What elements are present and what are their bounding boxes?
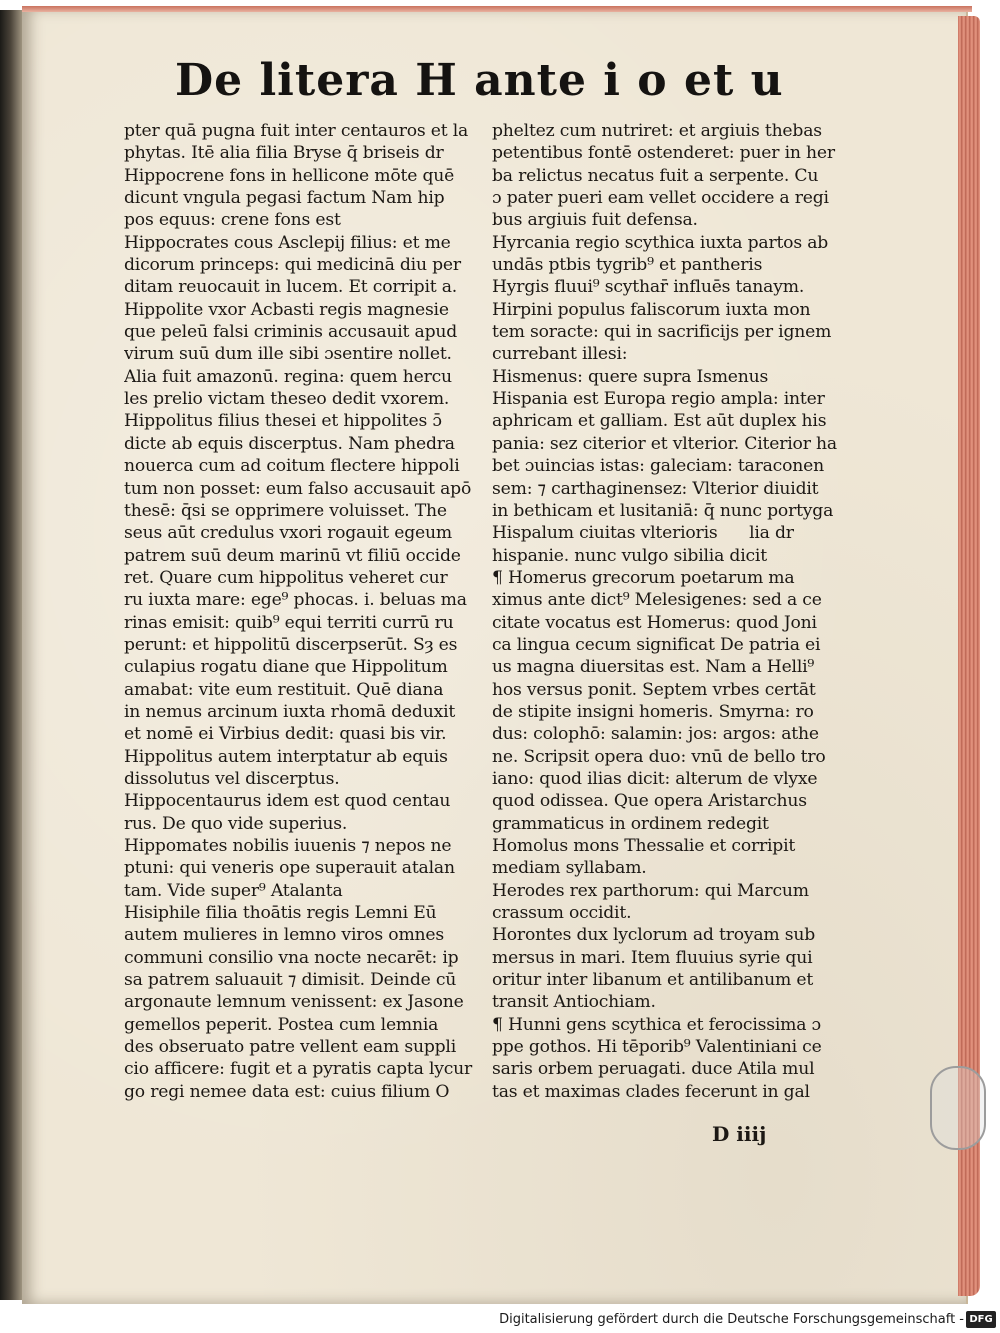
signature-mark: D iiij (712, 1122, 767, 1146)
text-line: culapius rogatu diane que Hippolitum (124, 657, 448, 678)
text-line: grammaticus in ordinem redegit (492, 813, 769, 834)
text-line: Homolus mons Thessalie et corripit (492, 836, 796, 856)
text-line: undās ptbis tygrib⁹ et pantheris (492, 255, 763, 276)
page-top-edge (22, 6, 972, 12)
text-line: bet ɔuincias istas: galeciam: taraconen (492, 456, 824, 477)
text-line: us magna diuersitas est. Nam a Helli⁹ (492, 657, 815, 678)
text-line: rinas emisit: quib⁹ equi territi currū ru (124, 612, 454, 633)
text-line: patrem suū deum marinū vt filiū occide (124, 545, 461, 566)
text-line: Hippocrene fons in hellicone mōte quē (124, 165, 455, 186)
text-line: in bethicam et lusitaniā: q̄ nunc portyga (492, 500, 834, 521)
text-line: autem mulieres in lemno viros omnes (124, 925, 444, 946)
text-line: virum suū dum ille sibi ɔsentire nollet. (124, 344, 452, 365)
text-line: rus. De quo vide superius. (124, 813, 348, 834)
text-line: crassum occidit. (492, 903, 632, 924)
left-text-column (124, 120, 479, 1103)
text-line: currebant illesi: (492, 344, 628, 365)
text-line: dicte ab equis discerptus. Nam phedra (124, 433, 455, 454)
text-line: tam. Vide super⁹ Atalanta (124, 880, 343, 901)
text-line: Alia fuit amazonū. regina: quem hercu (124, 366, 452, 387)
text-line: ¶ Hunni gens scythica et ferocissima ɔ (492, 1014, 821, 1035)
dfg-logo: DFG (966, 1311, 996, 1328)
text-line: ximus ante dict⁹ Melesigenes: sed a ce (492, 590, 822, 611)
text-line: Hippolitus filius thesei et hippolites ɔ̄ (124, 411, 442, 432)
text-line: Hisiphile filia thoātis regis Lemni Eū (124, 903, 437, 924)
text-line: Hippomates nobilis iuuenis ⁊ nepos ne (124, 836, 452, 856)
text-line: de stipite insigni homeris. Smyrna: ro (492, 701, 814, 722)
text-line: sem: ⁊ carthaginensez: Vlterior diuidit (492, 478, 819, 499)
running-title-text: De litera H ante i o et u (175, 55, 784, 106)
text-line: argonaute lemnum venissent: ex Jasone (124, 992, 464, 1013)
text-line: dissolutus vel discerptus. (124, 768, 340, 789)
text-line: Hirpini populus faliscorum iuxta mon (492, 299, 811, 320)
text-line: sa patrem saluauit ⁊ dimisit. Deinde cū (124, 970, 457, 991)
text-line: Hispania est Europa regio ampla: inter (492, 389, 825, 410)
text-line: gemellos peperit. Postea cum lemnia (124, 1014, 439, 1035)
page-clip (930, 1066, 986, 1150)
text-line: tem soracte: qui in sacrificijs per ignem (492, 322, 832, 343)
text-line: des obseruato patre vellent eam suppli (124, 1037, 457, 1058)
text-line: ca lingua cecum significat De patria ei (492, 634, 821, 655)
text-line: ne. Scripsit opera duo: vnū de bello tro (492, 746, 826, 767)
text-line: perunt: et hippolitū discerpserūt. Sȝ es (124, 634, 458, 655)
text-line: pter quā pugna fuit inter centauros et la (124, 121, 469, 141)
text-line: Herodes rex parthorum: qui Marcum (492, 880, 809, 901)
text-line: tas et maximas clades fecerunt in gal (492, 1081, 810, 1102)
text-line: mediam syllabam. (492, 858, 647, 879)
text-line: iano: quod ilias dicit: alterum de vlyxe (492, 768, 818, 789)
text-line: ditam reuocauit in lucem. Et corripit a. (124, 277, 458, 298)
footer-credit: Digitalisierung gefördert durch die Deutsche Forschungsgemeinschaft - (499, 1312, 964, 1327)
text-line: quod odissea. Que opera Aristarchus (492, 791, 807, 812)
text-line: Hyrcania regio scythica iuxta partos ab (492, 232, 829, 253)
text-line: Hyrgis fluui⁹ scythar̄ influēs tanaym. (492, 277, 805, 298)
text-line: dus: colophō: salamin: jos: argos: athe (492, 724, 819, 745)
text-line: thesē: q̄si se opprimere voluisset. The (124, 500, 447, 521)
text-line: in nemus arcinum iuxta rhomā deduxit (124, 701, 456, 722)
text-line: pheltez cum nutriret: et argiuis thebas (492, 121, 822, 141)
text-line: Hippocentaurus idem est quod centau (124, 791, 451, 812)
text-line: pos equus: crene fons est (124, 210, 341, 231)
text-line: pania: sez citerior et vlterior. Citerior ha (492, 433, 837, 454)
text-line: Hippolite vxor Acbasti regis magnesie (124, 299, 449, 320)
text-line: ru iuxta mare: ege⁹ phocas. i. beluas ma (124, 590, 467, 611)
text-line: bus argiuis fuit defensa. (492, 210, 698, 231)
text-line: tum non posset: eum falso accusauit apō (124, 478, 472, 499)
text-line: mersus in mari. Item fluuius syrie qui (492, 947, 813, 968)
text-line: nouerca cum ad coitum flectere hippoli (124, 456, 460, 477)
text-line: citate vocatus est Homerus: quod Joni (492, 612, 817, 633)
text-line: Hispalum ciuitas vlterioris lia dr (492, 523, 794, 544)
text-line: les prelio victam theseo dedit vxorem. (124, 389, 450, 410)
footer-bar (0, 1308, 1000, 1333)
text-line: Hippocrates cous Asclepij filius: et me (124, 232, 451, 253)
text-line: ret. Quare cum hippolitus veheret cur (124, 567, 448, 588)
text-line: saris orbem peruagati. duce Atila mul (492, 1059, 815, 1080)
text-line: et nomē ei Virbius dedit: quasi bis vir. (124, 724, 447, 745)
text-line: go regi nemee data est: cuius filium O (124, 1081, 450, 1102)
text-line: communi consilio vna nocte necarēt: ip (124, 947, 459, 968)
text-line: seus aūt credulus vxori rogauit egeum (124, 523, 452, 544)
text-line: que peleū falsi criminis accusauit apud (124, 322, 458, 343)
text-line: aphricam et galliam. Est aūt duplex his (492, 411, 827, 432)
right-text-column (492, 120, 842, 1103)
text-line: dicunt vngula pegasi factum Nam hip (124, 188, 445, 209)
text-line: Hismenus: quere supra Ismenus (492, 366, 769, 387)
text-line: Hippolitus autem interptatur ab equis (124, 746, 448, 767)
text-line: phytas. Itē alia filia Bryse q̄ briseis dr (124, 143, 444, 164)
text-line: ¶ Homerus grecorum poetarum ma (492, 567, 795, 588)
text-line: ba relictus necatus fuit a serpente. Cu (492, 165, 819, 186)
text-line: cio afficere: fugit et a pyratis capta lycur (124, 1059, 473, 1080)
text-line: dicorum princeps: qui medicinā diu per (124, 255, 461, 276)
text-line: amabat: vite eum restituit. Quē diana (124, 679, 444, 700)
text-line: ptuni: qui veneris ope superauit atalan (124, 858, 455, 879)
text-line: oritur inter libanum et antilibanum et (492, 970, 814, 991)
text-line: hos versus ponit. Septem vrbes certāt (492, 679, 816, 700)
text-line: Horontes dux lyclorum ad troyam sub (492, 925, 816, 946)
running-title (175, 55, 815, 117)
text-line: transit Antiochiam. (492, 992, 656, 1013)
text-line: ɔ pater pueri eam vellet occidere a regi (492, 188, 829, 209)
text-line: hispanie. nunc vulgo sibilia dicit (492, 545, 767, 566)
text-line: petentibus fontē ostenderet: puer in her (492, 143, 835, 164)
text-line: ppe gothos. Hi tēporib⁹ Valentiniani ce (492, 1037, 822, 1058)
